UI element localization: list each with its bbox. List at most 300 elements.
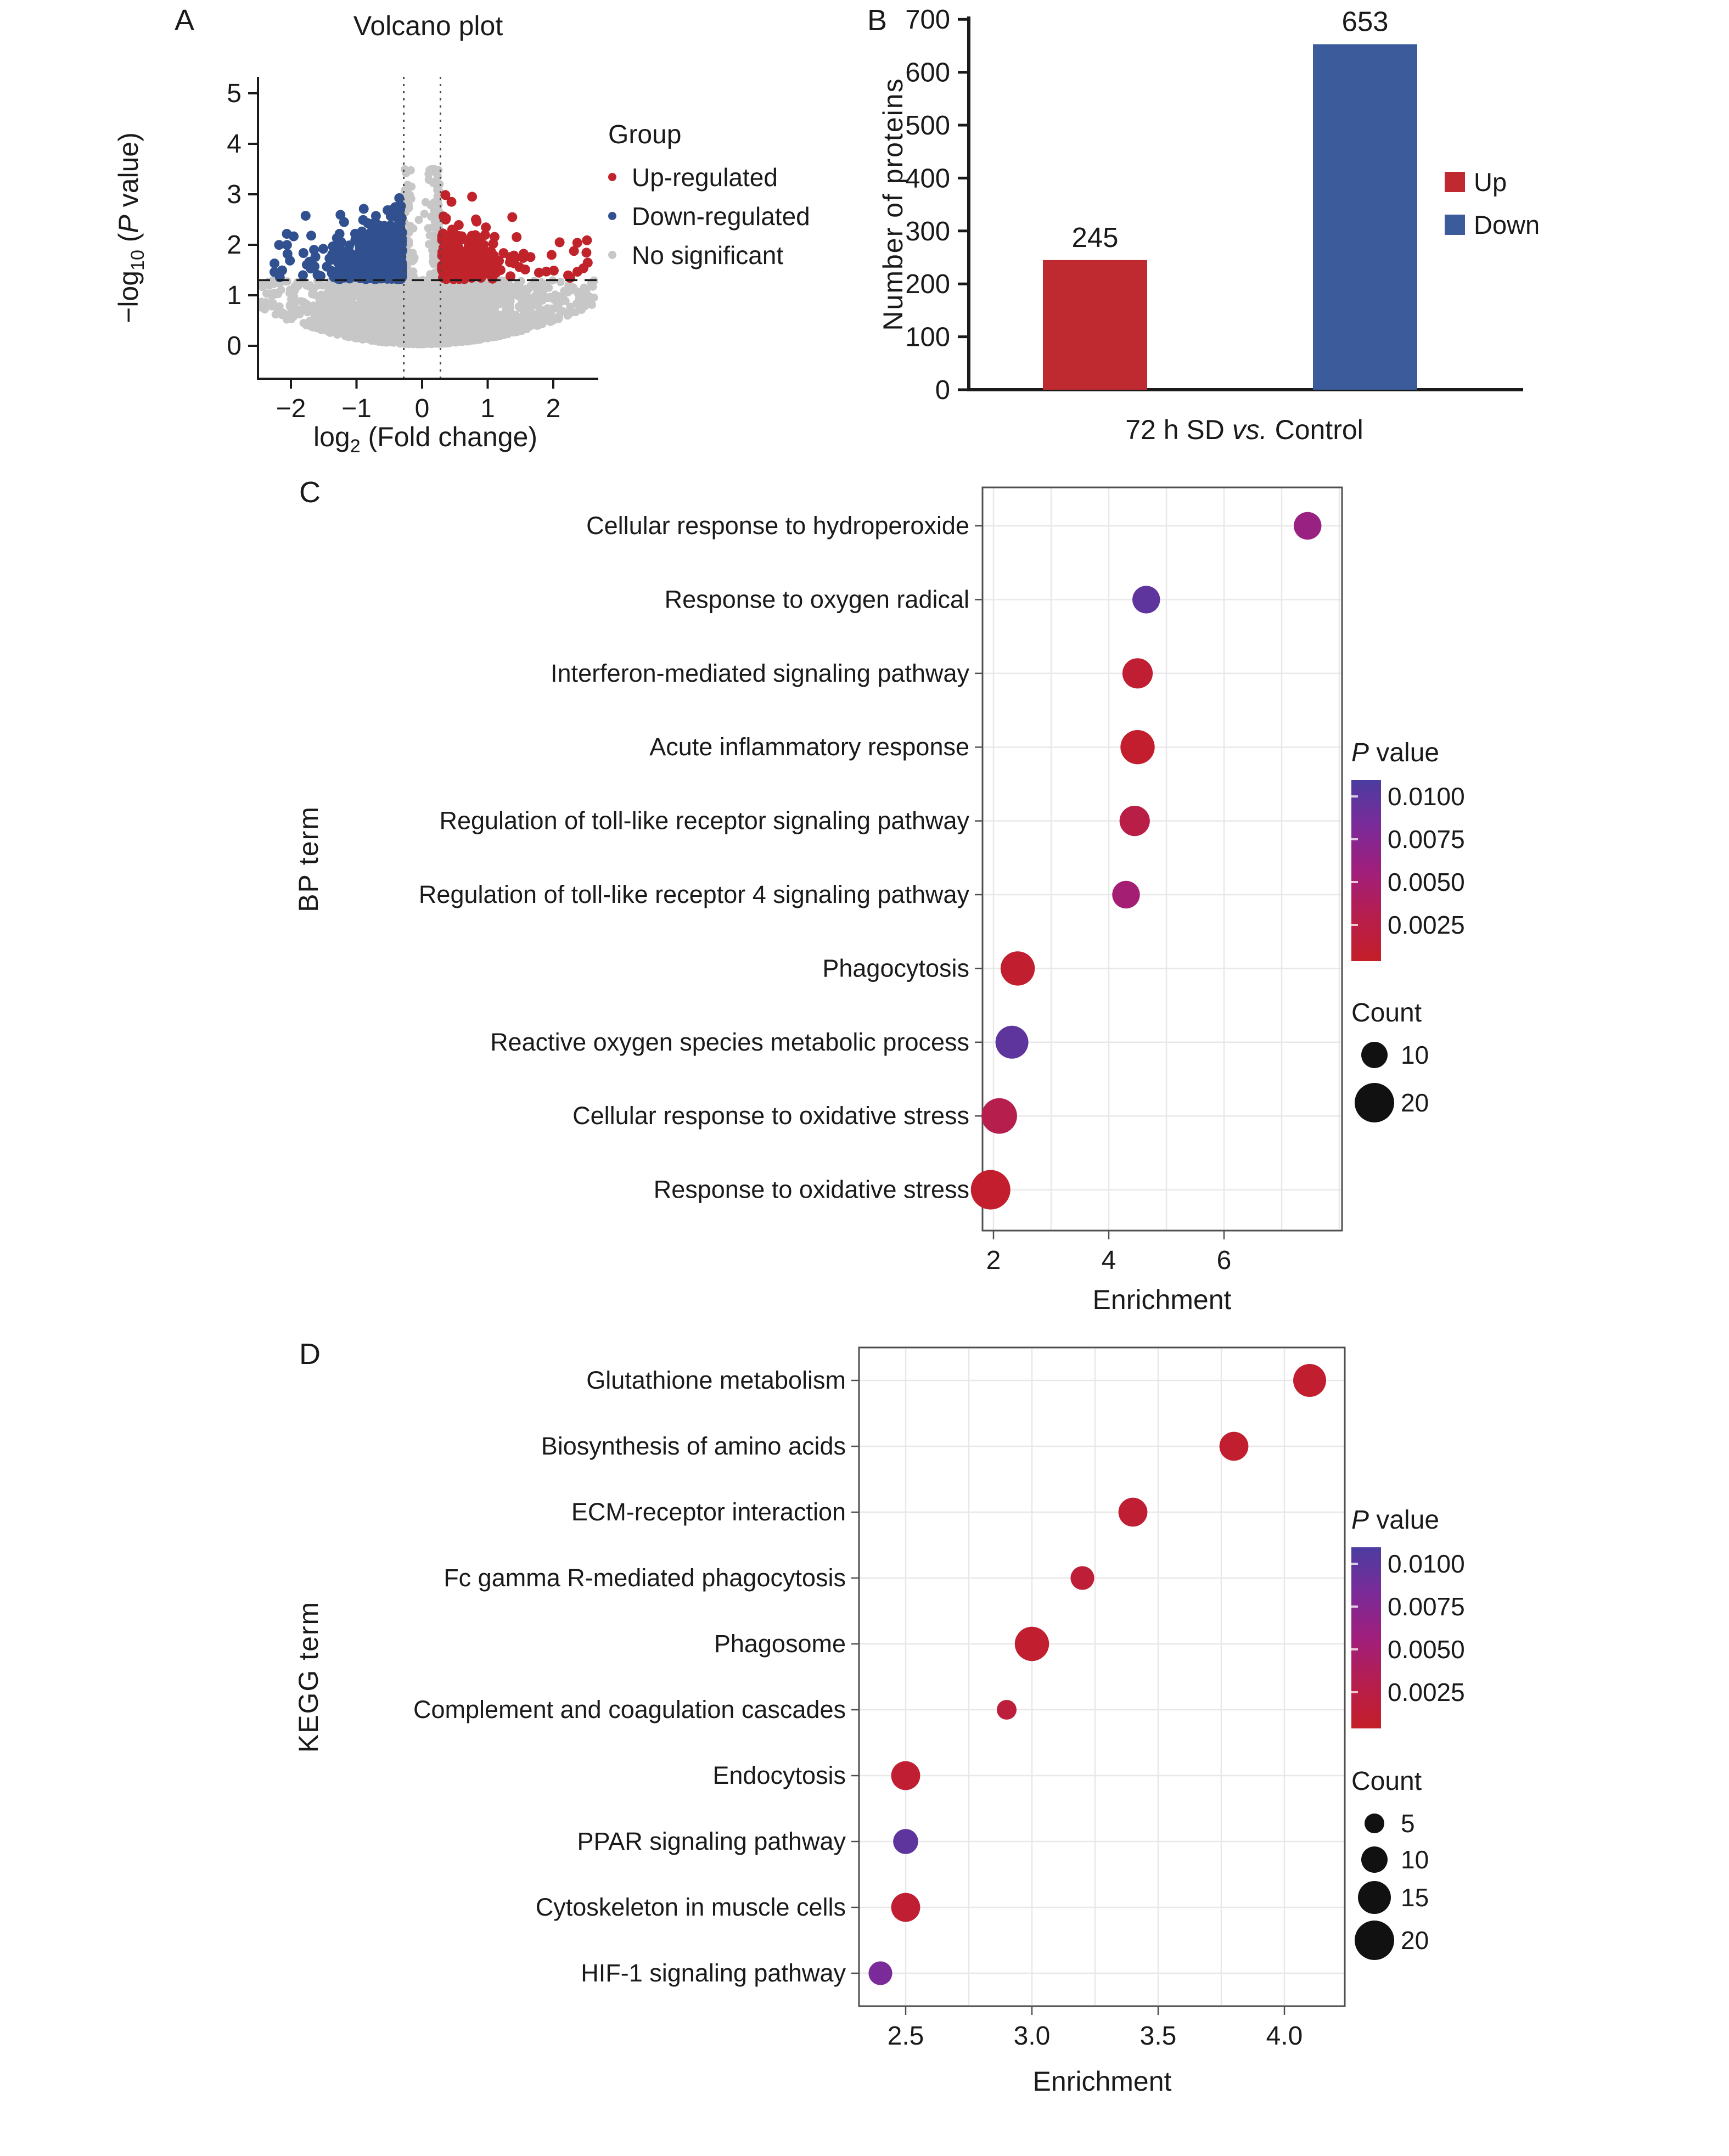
enrichment-dot bbox=[971, 1170, 1011, 1210]
count-legend-item bbox=[1351, 1921, 1429, 1960]
volcano-point bbox=[415, 216, 423, 224]
count-label: 15 bbox=[1401, 1883, 1429, 1912]
term-label: Biosynthesis of amino acids bbox=[541, 1432, 846, 1460]
volcano-point bbox=[272, 303, 280, 311]
volcano-point bbox=[282, 229, 292, 239]
bar-value-label: 653 bbox=[1341, 5, 1389, 37]
volcano-point bbox=[335, 283, 344, 291]
count-legend-item bbox=[1351, 1040, 1429, 1070]
count-label: 20 bbox=[1401, 1088, 1429, 1117]
volcano-point bbox=[418, 340, 426, 349]
volcano-point bbox=[410, 287, 418, 295]
panel-a-x-axis-label: $\log_2$ (Fold change) bbox=[313, 422, 538, 457]
pvalue-gradient-bar bbox=[1351, 780, 1381, 961]
volcano-point bbox=[429, 232, 437, 240]
volcano-point bbox=[370, 228, 380, 238]
down-regulated-marker bbox=[608, 212, 616, 220]
x-tick-label: 3.5 bbox=[1139, 2022, 1177, 2051]
volcano-point bbox=[459, 301, 468, 310]
panel-d-y-axis-label: KEGG term bbox=[293, 1601, 324, 1753]
panel-a-title: Volcano plot bbox=[353, 10, 503, 41]
a-y-tick-label: 4 bbox=[227, 130, 242, 159]
b-y-tick-label: 400 bbox=[905, 164, 950, 194]
volcano-point bbox=[358, 306, 367, 315]
volcano-point bbox=[430, 223, 438, 232]
volcano-point bbox=[430, 335, 439, 344]
volcano-point bbox=[283, 249, 293, 259]
volcano-point bbox=[479, 324, 487, 333]
term-label: Endocytosis bbox=[712, 1761, 846, 1789]
pvalue-bar-tick bbox=[1351, 1648, 1358, 1650]
term-label: Reactive oxygen species metabolic process bbox=[490, 1028, 969, 1056]
volcano-point bbox=[566, 302, 574, 311]
volcano-point bbox=[380, 233, 390, 243]
volcano-point bbox=[270, 259, 279, 268]
volcano-point bbox=[344, 268, 354, 278]
legend-item-up-regulated: Up-regulated bbox=[608, 158, 810, 196]
pvalue-gradient-wrap bbox=[1351, 1547, 1465, 1734]
pvalue-bar-tick bbox=[1351, 881, 1358, 883]
term-label: Fc gamma R-mediated phagocytosis bbox=[444, 1564, 846, 1592]
volcano-point bbox=[286, 301, 294, 309]
volcano-point bbox=[559, 307, 567, 315]
count-circle-icon bbox=[1358, 1881, 1391, 1914]
volcano-point bbox=[531, 283, 539, 291]
b-y-tick-label: 700 bbox=[905, 5, 950, 35]
volcano-point bbox=[518, 327, 526, 335]
x-tick-label: 2.5 bbox=[887, 2022, 924, 2051]
volcano-point bbox=[398, 322, 406, 330]
enrichment-dot bbox=[1070, 1566, 1094, 1590]
term-label: Regulation of toll-like receptor signaling pathway bbox=[439, 806, 969, 835]
count-circle-icon bbox=[1361, 1042, 1388, 1068]
a-x-tick-label: 2 bbox=[546, 394, 561, 423]
volcano-point bbox=[569, 246, 579, 256]
volcano-points bbox=[257, 165, 598, 349]
volcano-point bbox=[489, 255, 498, 265]
volcano-point bbox=[470, 291, 478, 300]
enrichment-dot bbox=[1220, 1432, 1249, 1461]
volcano-point bbox=[297, 297, 305, 305]
volcano-point bbox=[543, 281, 551, 289]
count-legend-items bbox=[1351, 1809, 1429, 1960]
a-x-tick-label: 1 bbox=[480, 394, 495, 423]
volcano-point bbox=[487, 296, 496, 305]
volcano-point bbox=[467, 192, 477, 201]
volcano-point bbox=[430, 205, 438, 214]
volcano-point bbox=[378, 295, 386, 303]
b-y-tick-label: 600 bbox=[905, 58, 950, 88]
volcano-point bbox=[377, 308, 385, 316]
term-label: Response to oxygen radical bbox=[664, 585, 969, 614]
volcano-point bbox=[506, 285, 514, 293]
volcano-point bbox=[430, 311, 439, 319]
volcano-point bbox=[481, 222, 491, 232]
volcano-point bbox=[274, 240, 284, 250]
up-regulated-marker bbox=[608, 173, 616, 181]
a-y-tick-label: 2 bbox=[227, 231, 242, 260]
volcano-point bbox=[448, 338, 456, 346]
volcano-point bbox=[287, 286, 295, 294]
volcano-point bbox=[337, 301, 345, 310]
volcano-point bbox=[395, 253, 405, 263]
bar-up bbox=[1043, 260, 1147, 390]
b-y-tick-label: 100 bbox=[905, 322, 950, 352]
volcano-point bbox=[339, 320, 347, 328]
volcano-point bbox=[441, 214, 451, 223]
volcano-point bbox=[298, 270, 308, 280]
enrichment-dot bbox=[997, 1700, 1017, 1720]
volcano-point bbox=[475, 336, 483, 344]
volcano-point bbox=[531, 311, 539, 319]
enrichment-dot bbox=[868, 1961, 892, 1985]
volcano-point bbox=[468, 316, 476, 324]
enrichment-dot bbox=[1112, 881, 1139, 908]
term-label: Response to oxidative stress bbox=[653, 1175, 969, 1204]
volcano-point bbox=[272, 310, 280, 318]
panel-c-y-axis-label: BP term bbox=[293, 806, 324, 912]
volcano-point bbox=[471, 215, 481, 224]
volcano-point bbox=[280, 311, 289, 319]
volcano-point bbox=[317, 326, 325, 334]
term-label: Cytoskeleton in muscle cells bbox=[535, 1893, 846, 1921]
volcano-point bbox=[555, 237, 565, 247]
pvalue-legend-title: P value bbox=[1351, 1506, 1440, 1535]
count-legend-item bbox=[1351, 1083, 1429, 1122]
count-legend-item bbox=[1351, 1809, 1429, 1838]
volcano-point bbox=[360, 319, 368, 328]
b-y-tick-label: 500 bbox=[905, 111, 950, 141]
a-y-tick-label: 3 bbox=[227, 180, 242, 209]
volcano-point bbox=[391, 211, 401, 221]
volcano-point bbox=[440, 190, 450, 200]
volcano-point bbox=[432, 323, 440, 331]
panel-d-letter: D bbox=[299, 1338, 321, 1371]
volcano-point bbox=[478, 311, 486, 319]
volcano-point bbox=[496, 311, 504, 319]
volcano-point bbox=[382, 267, 392, 277]
volcano-point bbox=[306, 231, 316, 240]
a-y-tick-label: 5 bbox=[227, 79, 242, 108]
volcano-point bbox=[378, 256, 388, 266]
volcano-point bbox=[455, 319, 463, 327]
enrichment-dot bbox=[1122, 658, 1153, 688]
volcano-point bbox=[474, 302, 482, 311]
term-label: Cellular response to hydroperoxide bbox=[586, 512, 969, 540]
term-label: HIF-1 signaling pathway bbox=[581, 1959, 846, 1987]
volcano-point bbox=[304, 308, 312, 316]
pvalue-tick-label: 0.0100 bbox=[1388, 782, 1465, 811]
panel-d-plot bbox=[851, 1348, 1345, 2015]
volcano-point bbox=[498, 248, 508, 258]
volcano-point bbox=[547, 250, 557, 260]
volcano-point bbox=[521, 315, 529, 323]
group-legend-title: Group bbox=[608, 120, 682, 149]
enrichment-dot bbox=[893, 1829, 918, 1854]
volcano-point bbox=[512, 311, 520, 319]
volcano-point bbox=[410, 301, 418, 310]
volcano-point bbox=[369, 297, 378, 306]
a-x-tick-label: −1 bbox=[341, 394, 372, 423]
b-y-tick-label: 300 bbox=[905, 216, 950, 246]
volcano-point bbox=[468, 244, 478, 254]
volcano-point bbox=[542, 311, 551, 319]
count-label: 10 bbox=[1401, 1041, 1429, 1069]
enrichment-dot bbox=[1132, 586, 1160, 613]
volcano-point bbox=[364, 241, 374, 251]
no-significant-marker bbox=[608, 251, 616, 259]
count-label: 20 bbox=[1401, 1926, 1429, 1955]
panel-c-x-axis-label: Enrichment bbox=[1092, 1284, 1232, 1315]
count-circle-wrap bbox=[1351, 1813, 1397, 1833]
volcano-point bbox=[423, 300, 431, 308]
volcano-point bbox=[386, 312, 394, 321]
down-swatch bbox=[1445, 215, 1465, 235]
volcano-point bbox=[554, 315, 563, 323]
b-y-tick-label: 200 bbox=[905, 270, 950, 300]
b-y-tick-label: 0 bbox=[935, 375, 950, 405]
pvalue-tick-label: 0.0050 bbox=[1388, 1635, 1465, 1664]
volcano-point bbox=[367, 260, 377, 270]
pvalue-tick-label: 0.0025 bbox=[1388, 1678, 1465, 1706]
panel-frame bbox=[983, 487, 1342, 1231]
pvalue-tick-label: 0.0075 bbox=[1388, 825, 1465, 854]
x-tick-label: 3.0 bbox=[1013, 2022, 1051, 2051]
volcano-point bbox=[429, 179, 437, 187]
count-circle-wrap bbox=[1351, 1921, 1397, 1960]
enrichment-dot bbox=[1120, 806, 1150, 836]
bar-down bbox=[1313, 44, 1417, 390]
volcano-point bbox=[490, 333, 498, 341]
volcano-point bbox=[563, 287, 571, 295]
volcano-point bbox=[333, 330, 341, 339]
pvalue-tick-label: 0.0025 bbox=[1388, 911, 1465, 939]
x-tick-label: 4 bbox=[1101, 1246, 1116, 1275]
count-circle-wrap bbox=[1351, 1846, 1397, 1873]
volcano-point bbox=[329, 321, 338, 329]
count-circle-icon bbox=[1355, 1083, 1394, 1122]
panel-a-y-axis-label: $-\log_{10}$ (P value) bbox=[113, 132, 148, 323]
volcano-point bbox=[386, 299, 394, 307]
pvalue-bar-tick bbox=[1351, 795, 1358, 798]
volcano-point bbox=[383, 285, 391, 293]
volcano-point bbox=[582, 285, 591, 294]
volcano-point bbox=[309, 245, 319, 255]
legend-item-down: Down bbox=[1445, 203, 1540, 246]
panel-d-x-axis-label: Enrichment bbox=[1032, 2066, 1172, 2097]
panel-b-letter: B bbox=[867, 4, 888, 37]
pvalue-bar-tick bbox=[1351, 838, 1358, 840]
volcano-point bbox=[575, 302, 583, 311]
volcano-point bbox=[521, 286, 530, 294]
enrichment-dot bbox=[981, 1098, 1017, 1134]
pvalue-gradient-bar bbox=[1351, 1547, 1381, 1728]
count-legend-title: Count bbox=[1351, 1767, 1422, 1796]
volcano-point bbox=[319, 316, 328, 324]
volcano-point bbox=[306, 263, 316, 273]
volcano-point bbox=[507, 212, 517, 222]
volcano-point bbox=[420, 210, 429, 218]
volcano-point bbox=[419, 333, 427, 341]
count-legend-items bbox=[1351, 1040, 1429, 1122]
count-circle-wrap bbox=[1351, 1881, 1397, 1914]
volcano-point bbox=[395, 274, 405, 284]
pvalue-bar-tick bbox=[1351, 924, 1358, 926]
enrichment-dot bbox=[996, 1026, 1029, 1059]
volcano-point bbox=[519, 249, 529, 259]
pvalue-bar-tick bbox=[1351, 1605, 1358, 1608]
volcano-point bbox=[549, 266, 559, 276]
volcano-point bbox=[583, 258, 593, 268]
volcano-point bbox=[570, 285, 579, 294]
volcano-point bbox=[300, 319, 308, 327]
legend-item-up: Up bbox=[1445, 160, 1540, 203]
pvalue-legend-title: P value bbox=[1351, 738, 1440, 767]
pvalue-tick-label: 0.0075 bbox=[1388, 1592, 1465, 1621]
enrichment-dot bbox=[1119, 1498, 1148, 1527]
volcano-point bbox=[572, 267, 582, 277]
pvalue-gradient-wrap bbox=[1351, 780, 1465, 967]
volcano-point bbox=[339, 217, 349, 227]
volcano-point bbox=[448, 225, 458, 235]
volcano-point bbox=[371, 211, 381, 221]
volcano-point bbox=[347, 301, 355, 309]
volcano-point bbox=[547, 294, 555, 302]
panel-d-pvalue-legend bbox=[1351, 1505, 1465, 1734]
term-label: PPAR signaling pathway bbox=[577, 1827, 846, 1855]
volcano-point bbox=[457, 289, 465, 297]
term-label: Regulation of toll-like receptor 4 signaling pathway bbox=[418, 880, 969, 908]
volcano-point bbox=[411, 335, 419, 343]
a-y-tick-label: 1 bbox=[227, 281, 242, 310]
volcano-point bbox=[259, 283, 267, 291]
volcano-point bbox=[370, 288, 378, 296]
volcano-point bbox=[334, 241, 344, 251]
volcano-point bbox=[327, 300, 335, 308]
a-y-tick-label: 0 bbox=[227, 332, 242, 361]
volcano-point bbox=[531, 298, 539, 306]
panel-d-count-legend bbox=[1351, 1766, 1429, 1967]
volcano-point bbox=[348, 329, 356, 337]
volcano-point bbox=[335, 229, 345, 239]
volcano-point bbox=[426, 286, 434, 294]
term-label: Phagocytosis bbox=[822, 954, 969, 982]
pvalue-bar-tick bbox=[1351, 1563, 1358, 1565]
volcano-point bbox=[391, 231, 401, 241]
volcano-point bbox=[261, 305, 269, 313]
volcano-point bbox=[401, 299, 409, 307]
volcano-point bbox=[378, 317, 386, 325]
bar-value-label: 245 bbox=[1071, 221, 1119, 253]
volcano-point bbox=[437, 251, 447, 261]
volcano-point bbox=[498, 327, 507, 335]
volcano-point bbox=[318, 244, 328, 254]
count-circle-wrap bbox=[1351, 1083, 1397, 1122]
volcano-point bbox=[471, 328, 480, 336]
term-label: Acute inflammatory response bbox=[649, 733, 969, 761]
panel-b-x-axis-label: 72 h SD vs. Control bbox=[1125, 414, 1363, 445]
volcano-point bbox=[391, 243, 401, 253]
volcano-point bbox=[388, 333, 396, 341]
panel-a-letter: A bbox=[175, 4, 195, 37]
term-label: Cellular response to oxidative stress bbox=[572, 1102, 969, 1130]
panel-b-legend bbox=[1445, 160, 1540, 246]
volcano-point bbox=[403, 181, 412, 189]
a-x-tick-label: −2 bbox=[276, 394, 306, 423]
volcano-point bbox=[581, 294, 589, 302]
enrichment-dot bbox=[891, 1893, 920, 1922]
panel-b-y-axis-label: Number of proteins bbox=[878, 77, 908, 331]
up-swatch bbox=[1445, 172, 1465, 192]
volcano-point bbox=[288, 315, 296, 323]
panel-c-plot bbox=[971, 487, 1342, 1239]
volcano-point bbox=[327, 312, 335, 320]
term-label: Interferon-mediated signaling pathway bbox=[551, 659, 969, 687]
volcano-point bbox=[365, 332, 373, 340]
volcano-point bbox=[338, 256, 347, 266]
volcano-point bbox=[271, 289, 279, 297]
volcano-point bbox=[512, 232, 521, 242]
panel-c-count-legend bbox=[1351, 998, 1429, 1136]
legend-item-down-regulated: Down-regulated bbox=[608, 196, 810, 235]
enrichment-dot bbox=[1293, 1364, 1326, 1397]
volcano-point bbox=[385, 221, 395, 231]
volcano-point bbox=[452, 247, 462, 257]
count-label: 10 bbox=[1401, 1845, 1429, 1874]
volcano-point bbox=[445, 304, 453, 312]
volcano-point bbox=[458, 333, 467, 341]
count-legend-item bbox=[1351, 1845, 1429, 1874]
volcano-point bbox=[534, 268, 544, 278]
term-label: Glutathione metabolism bbox=[586, 1366, 846, 1394]
enrichment-dot bbox=[1001, 951, 1035, 985]
volcano-point bbox=[311, 308, 319, 317]
enrichment-dot bbox=[1015, 1627, 1049, 1661]
term-label: Phagosome bbox=[714, 1630, 846, 1658]
term-label: ECM-receptor interaction bbox=[571, 1498, 846, 1526]
volcano-point bbox=[502, 301, 510, 309]
volcano-point bbox=[357, 227, 367, 237]
pvalue-bar-tick bbox=[1351, 1691, 1358, 1693]
volcano-point bbox=[557, 278, 565, 286]
volcano-point bbox=[581, 248, 591, 257]
pvalue-tick-label: 0.0100 bbox=[1388, 1549, 1465, 1578]
volcano-point bbox=[302, 282, 311, 290]
volcano-point bbox=[301, 211, 311, 221]
volcano-point bbox=[359, 204, 369, 214]
enrichment-dot bbox=[891, 1761, 920, 1790]
volcano-point bbox=[421, 319, 429, 328]
volcano-point bbox=[489, 287, 497, 295]
count-circle-icon bbox=[1355, 1921, 1394, 1960]
legend-item-no-significant: No significant bbox=[608, 235, 810, 274]
x-tick-label: 2 bbox=[986, 1246, 1001, 1275]
volcano-point bbox=[359, 289, 367, 297]
volcano-point bbox=[377, 338, 385, 346]
volcano-point bbox=[324, 283, 333, 291]
volcano-point bbox=[430, 165, 438, 173]
volcano-point bbox=[316, 281, 324, 289]
x-tick-label: 4.0 bbox=[1266, 2022, 1303, 2051]
volcano-point bbox=[326, 291, 334, 299]
volcano-point bbox=[490, 232, 499, 242]
volcano-point bbox=[459, 262, 469, 272]
volcano-point bbox=[299, 248, 308, 258]
count-label: 5 bbox=[1401, 1809, 1415, 1838]
x-tick-label: 6 bbox=[1216, 1246, 1232, 1275]
volcano-point bbox=[582, 235, 592, 245]
enrichment-dot bbox=[1294, 512, 1321, 540]
